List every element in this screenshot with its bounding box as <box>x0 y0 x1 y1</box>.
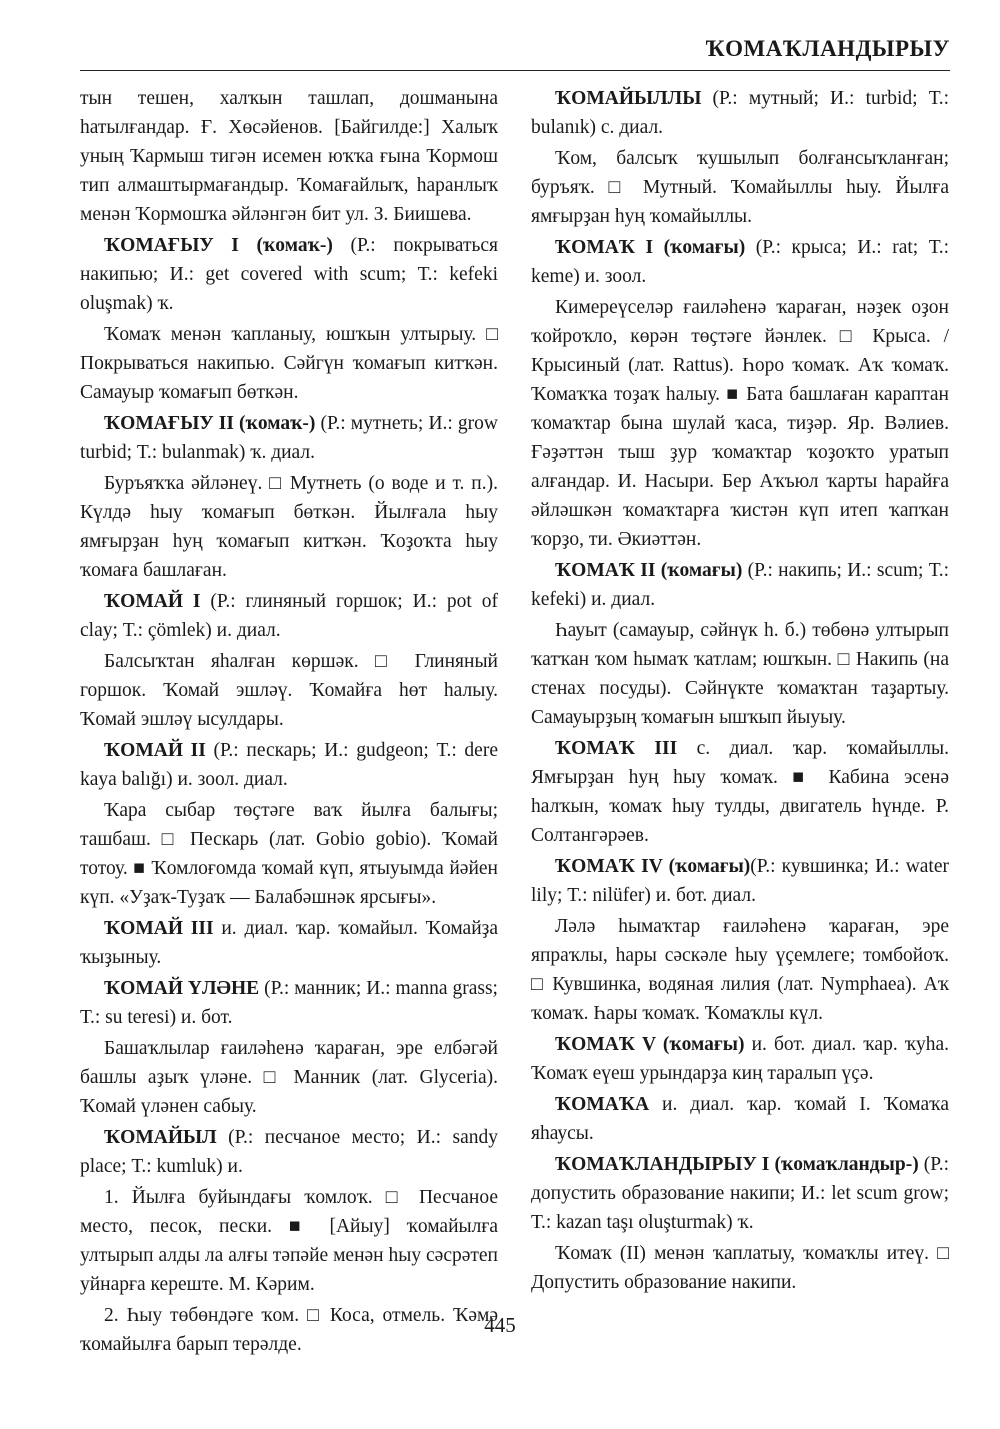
entry-text: Ҡомаҡ (II) менән ҡаплатыу, ҡомаҡлы итеү. □ Допустить образование накипи. <box>531 1243 949 1293</box>
entry-headword: ҠОМАҠЛАНДЫРЫУ I (ҡомаҡландыр-) <box>555 1154 919 1175</box>
entry-text: (Р.: допустить образование накипи; И.: let scum grow; Т.: kazan taşı oluşturmak) ҡ. <box>531 1154 949 1233</box>
entry-headword: ҠОМАЙ II <box>104 740 206 761</box>
dictionary-entry <box>80 231 498 318</box>
entry-paragraph <box>80 84 498 229</box>
entry-paragraph <box>80 469 498 585</box>
entry-text: (Р.: пескарь; И.: gudgeon; Т.: dere kaya balığı) и. зоол. диал. <box>80 740 498 790</box>
entry-paragraph <box>80 320 498 407</box>
entry-headword: ҠОМАҠ III <box>555 738 678 759</box>
dictionary-entry <box>531 1030 949 1088</box>
entry-headword: ҠОМАЙ I <box>104 591 201 612</box>
entry-text: Ҡом, балсыҡ ҡушылып болғансыҡланған; буръяҡ. □ Мутный. Ҡомайыллы һыу. Йылға ямғырҙан һуң ҡомайыллы. <box>531 148 949 227</box>
left-column <box>80 84 498 1361</box>
dictionary-entry <box>531 233 949 291</box>
entry-text: Балсыҡтан яһалған көршәк. □ Глиняный горшок. Ҡомай эшләү. Ҡомайға һөт һалыу. Ҡомай эшләү ысулдары. <box>80 651 498 730</box>
entry-headword: ҠОМАЙ ҮЛӘНЕ <box>104 978 260 999</box>
entry-paragraph <box>531 616 949 732</box>
dictionary-entry <box>531 852 949 910</box>
entry-headword: ҠОМАҠА <box>555 1094 650 1115</box>
dictionary-entry <box>80 587 498 645</box>
entry-headword: ҠОМАҒЫУ II (ҡомаҡ-) <box>104 413 316 434</box>
entry-paragraph <box>80 796 498 912</box>
entry-text: (Р.: мутнеть; И.: grow turbid; Т.: bulanmak) ҡ. диал. <box>80 413 498 463</box>
entry-text: (Р.: покрываться накипью; И.: get covered with scum; Т.: kefeki oluşmak) ҡ. <box>80 235 498 314</box>
entry-text: Ҡара сыбар төҫтәге ваҡ йылға балығы; ташбаш. □ Пескарь (лат. Gobio gobio). Ҡомай тотоу. ■ Ҡомлоғомда ҡомай күп, ятыуымда йәйен күп. «Уҙаҡ-Туҙаҡ — Балабәшнәк ярсығы». <box>80 800 498 908</box>
entry-text: (Р.: манник; И.: manna grass; Т.: su teresi) и. бот. <box>80 978 498 1028</box>
entry-headword: ҠОМАЙЫЛ <box>104 1127 217 1148</box>
entry-headword: ҠОМАҒЫУ I (ҡомаҡ-) <box>104 235 333 256</box>
right-column <box>531 84 949 1299</box>
entry-text: и. бот. диал. ҡар. ҡуһа. Ҡомаҡ еүеш урындарҙа киң таралып үҫә. <box>531 1034 949 1084</box>
entry-headword: ҠОМАҠ IV (ҡомағы) <box>555 856 751 877</box>
entry-text: (Р.: глиняный горшок; И.: pot of clay; Т.: çömlek) и. диал. <box>80 591 498 641</box>
dictionary-entry <box>531 556 949 614</box>
entry-headword: ҠОМАҠ II (ҡомағы) <box>555 560 743 581</box>
entry-headword: ҠОМАҠ V (ҡомағы) <box>555 1034 745 1055</box>
entry-text: Буръяҡҡа әйләнеү. □ Мутнеть (о воде и т. п.). Күлдә һыу ҡомағып бөткән. Йылғала һыу ямғырҙан һуң ҡомағып китҡән. Ҡоҙоҡта һыу ҡомаға башлаған. <box>80 473 498 581</box>
entry-headword: ҠОМАҠ I (ҡомағы) <box>555 237 746 258</box>
dictionary-entry <box>80 409 498 467</box>
header-rule <box>80 70 950 71</box>
dictionary-entry <box>80 1123 498 1181</box>
entry-text: 2. Һыу төбөндәге ҡом. □ Коса, отмель. Ҡәмә ҡомайылға барып терәлде. <box>80 1305 498 1355</box>
page-number: 445 <box>484 1313 516 1337</box>
entry-text: Башаҡлылар ғаиләһенә ҡараған, эре елбәгәй башлы аҙыҡ үләне. □ Манник (лат. Glyceria). Ҡомай үләнен сабыу. <box>80 1038 498 1117</box>
entry-text: и. диал. ҡар. ҡомай I. Ҡомаҡа яһаусы. <box>531 1094 949 1144</box>
entry-paragraph <box>531 144 949 231</box>
dictionary-entry <box>80 914 498 972</box>
dictionary-entry <box>531 1090 949 1148</box>
entry-text: тын тешен, халҡын ташлап, дошманына һатылғандар. Ғ. Хөсәйенов. [Байгилде:] Халыҡ уның Ҡармыш тигән исемен юҡҡа ғына Ҡормош тип алмаштырмағандыр. Ҡомағайлыҡ, һаранлыҡ менән Ҡормошҡа әйләнгән бит ул. З. Биишева. <box>80 88 498 225</box>
entry-text: с. диал. ҡар. ҡомайыллы. Ямғырҙан һуң һыу ҡомаҡ. ■ Кабина эсенә һалҡын, ҡомаҡ һыу тулды, двигатель һүнде. Р. Солтангәрәев. <box>531 738 949 846</box>
entry-paragraph <box>80 1183 498 1299</box>
running-head: ҠОМАҠЛАНДЫРЫУ <box>705 36 950 61</box>
entry-text: (Р.: кувшинка; И.: water lily; Т.: nilüfer) и. бот. диал. <box>531 856 949 906</box>
entry-text: (Р.: песчаное место; И.: sandy place; Т.: kumluk) и. <box>80 1127 498 1177</box>
entry-text: Һауыт (самауыр, сәйнүк һ. б.) төбөнә ултырып ҡатҡан ҡом һымаҡ ҡатлам; юшҡын. □ Накипь (на стенах посуды). Сәйнүкте ҡомаҡтан таҙартыу. Самауырҙың ҡомағын ышҡып йыуыу. <box>531 620 949 728</box>
entry-paragraph <box>531 1239 949 1297</box>
dictionary-entry <box>531 84 949 142</box>
entry-paragraph <box>531 293 949 554</box>
entry-text: Ләлә һымаҡтар ғаиләһенә ҡараған, эре япраҡлы, һары сәскәле һыу үҫемлеге; томбойоҡ. □ Кувшинка, водяная лилия (лат. Nymphaea). Аҡ ҡомаҡ. Һары ҡомаҡ. Ҡомаҡлы күл. <box>531 916 949 1024</box>
entry-text: Ҡомаҡ менән ҡапланыу, юшҡын ултырыу. □ Покрываться накипью. Сәйгүн ҡомағып китҡән. Самауыр ҡомағып бөткән. <box>80 324 498 403</box>
entry-text: Кимереүселәр ғаиләһенә ҡараған, нәҙек оҙон ҡойроҡло, көрән төҫтәге йәнлек. □ Крыса. / Крысиный (лат. Rattus). Һоро ҡомаҡ. Аҡ ҡомаҡ. Ҡомаҡҡа тоҙаҡ һалыу. ■ Бата башлаған караптан ҡомаҡтар бына шулай ҡаса, тиҙәр. Яр. Вәлиев. Ғәҙәттән тыш ҙур ҡомаҡтар ҡоҙоҡто уратып алғандар. И. Насыри. Бер Аҡъюл ҡарты һарайға әйләшкән ҡомаҡтарға ҡистән күп итеп ҡапҡан ҡорҙо, ти. Әкиәттән. <box>531 297 949 550</box>
dictionary-entry <box>80 974 498 1032</box>
entry-headword: ҠОМАЙЫЛЛЫ <box>555 88 702 109</box>
entry-text: (Р.: крыса; И.: rat; Т.: keme) и. зоол. <box>531 237 949 287</box>
entry-paragraph <box>531 912 949 1028</box>
entry-text: 1. Йылға буйындағы ҡомлоҡ. □ Песчаное место, песок, пески. ■ [Айыу] ҡомайылға ултырып алды ла алғы тәпәйе менән һыу сәсрәтеп уйнарға кереште. М. Кәрим. <box>80 1187 498 1295</box>
dictionary-entry <box>531 1150 949 1237</box>
page-header <box>80 36 950 74</box>
dictionary-entry <box>80 736 498 794</box>
entry-paragraph <box>80 1034 498 1121</box>
entry-paragraph <box>80 647 498 734</box>
entry-text: и. диал. ҡар. ҡомайыл. Ҡомайҙа ҡыҙыныу. <box>80 918 498 968</box>
dictionary-entry <box>531 734 949 850</box>
entry-text: (Р.: накипь; И.: scum; Т.: kefeki) и. диал. <box>531 560 949 610</box>
entry-text: (Р.: мутный; И.: turbid; Т.: bulanık) с. диал. <box>531 88 949 138</box>
entry-headword: ҠОМАЙ III <box>104 918 214 939</box>
